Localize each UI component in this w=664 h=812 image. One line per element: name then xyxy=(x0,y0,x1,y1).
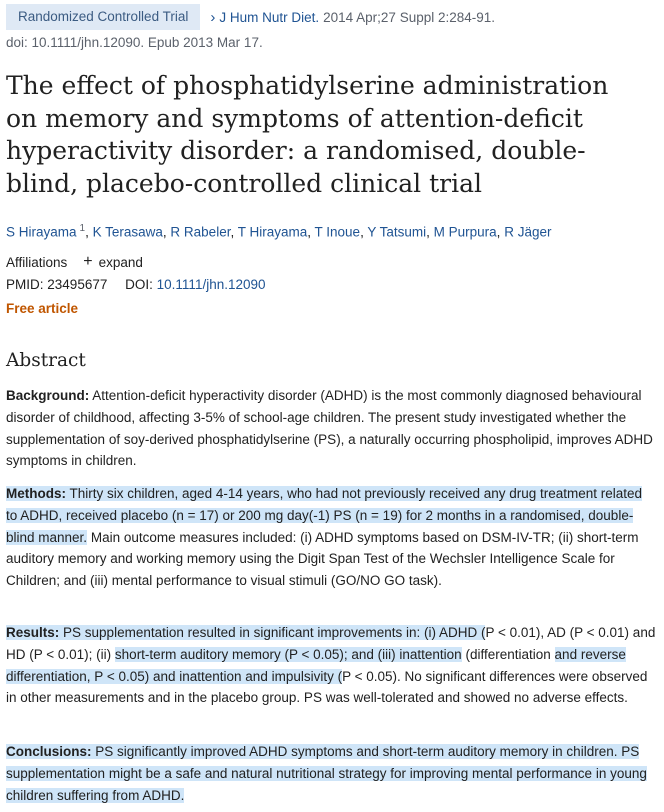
abstract-conclusions xyxy=(6,741,656,806)
publication-type-badge: Randomized Controlled Trial xyxy=(6,4,200,30)
results-label: Results: xyxy=(6,625,60,640)
pmid-value: 23495677 xyxy=(47,277,108,292)
pmid-label: PMID: xyxy=(6,277,44,292)
abstract-results xyxy=(6,622,656,709)
conclusions-label: Conclusions: xyxy=(6,744,92,759)
methods-text: Main outcome measures included: (i) ADHD symptoms based on DSM-IV-TR; (ii) short-term auditory memory and working memory using the Digit Span Test of the Wechsler Intelligence Scale for Children; and (iii) mental performance to visual stimuli (GO/NO GO task). xyxy=(6,529,639,589)
author-link[interactable]: R Rabeler xyxy=(170,224,231,240)
doi-epub-line: doi: 10.1111/jhn.12090. Epub 2013 Mar 17. xyxy=(6,35,263,50)
affiliations-toggle[interactable] xyxy=(6,253,143,271)
author-link[interactable]: R Jäger xyxy=(504,224,552,240)
methods-highlighted-text: Thirty six children, aged 4-14 years, who had not previously received any drug treatment related to ADHD, received placebo (n = 17) or 200 mg day(-1) PS (n = 19) for 2 months in a randomised, double-blind manner. xyxy=(6,486,643,545)
article-title: The effect of phosphatidylserine administration on memory and symptoms of attention-deficit hyperactivity disorder: a randomised, double-blind, placebo-controlled clinical trial xyxy=(6,71,609,198)
results-text: (differentiation xyxy=(465,646,551,662)
results-highlighted-text: PS supplementation resulted in significant improvements in: (i) ADHD ( xyxy=(63,625,486,640)
journal-link[interactable]: J Hum Nutr Diet. xyxy=(219,9,320,25)
abstract-background xyxy=(6,385,656,472)
affiliation-marker[interactable]: 1 xyxy=(79,223,86,234)
methods-label: Methods: xyxy=(6,486,66,501)
background-text: Attention-deficit hyperactivity disorder (ADHD) is the most commonly diagnosed behavioural disorder of childhood, affecting 3-5% of school-age children. The present study investigated whether the supplementation of soy-derived phosphatidylserine (PS), a naturally occurring phospholipid, improves ADHD symptoms in children. xyxy=(6,388,653,469)
doi-label: DOI: xyxy=(125,277,153,292)
authors-list: S Hirayama $^1$, K Terasawa, R Rabeler, T Hirayama, T Inoue, Y Tatsumi, M Purpura, R Jäger xyxy=(6,223,552,240)
results-highlighted-text: and reverse differentiation, P < 0.05) and inattention and impulsivity ( xyxy=(6,646,626,684)
author-link[interactable]: Y Tatsumi xyxy=(367,224,427,240)
author-link[interactable]: S Hirayama xyxy=(6,224,77,240)
results-highlighted-text: short-term auditory memory (P < 0.05); and (iii) inattention xyxy=(114,646,462,662)
identifiers xyxy=(6,277,266,292)
doi-link[interactable]: 10.1111/jhn.12090 xyxy=(156,277,266,292)
citation-details: 2014 Apr;27 Suppl 2:284-91. xyxy=(323,9,496,25)
conclusions-text: PS significantly improved ADHD symptoms and short-term auditory memory in children. PS supplementation might be a safe and natural nutritional strategy for improving mental performance in young children suffering from ADHD. xyxy=(6,744,647,803)
background-label: Background: xyxy=(6,388,90,403)
author-link[interactable]: M Purpura xyxy=(433,224,497,240)
results-text: P < 0.01), AD (P < 0.01) and HD (P < 0.01); (ii) xyxy=(6,625,656,662)
abstract-methods xyxy=(6,483,656,592)
free-article-label: Free article xyxy=(6,301,79,316)
affiliations-label: Affiliations xyxy=(6,254,68,270)
plus-icon: + xyxy=(83,253,93,270)
chevron-right-icon: › xyxy=(210,8,216,26)
author-link[interactable]: T Hirayama xyxy=(237,224,308,240)
author-link[interactable]: K Terasawa xyxy=(92,224,163,240)
expand-label: expand xyxy=(98,254,143,270)
results-text: P < 0.05). No significant differences were observed in other measurements and in the placebo group. PS was well-tolerated and showed no adverse effects. xyxy=(6,668,648,706)
abstract-heading: Abstract xyxy=(6,350,86,371)
citation-line xyxy=(6,4,495,30)
author-link[interactable]: T Inoue xyxy=(314,224,361,240)
